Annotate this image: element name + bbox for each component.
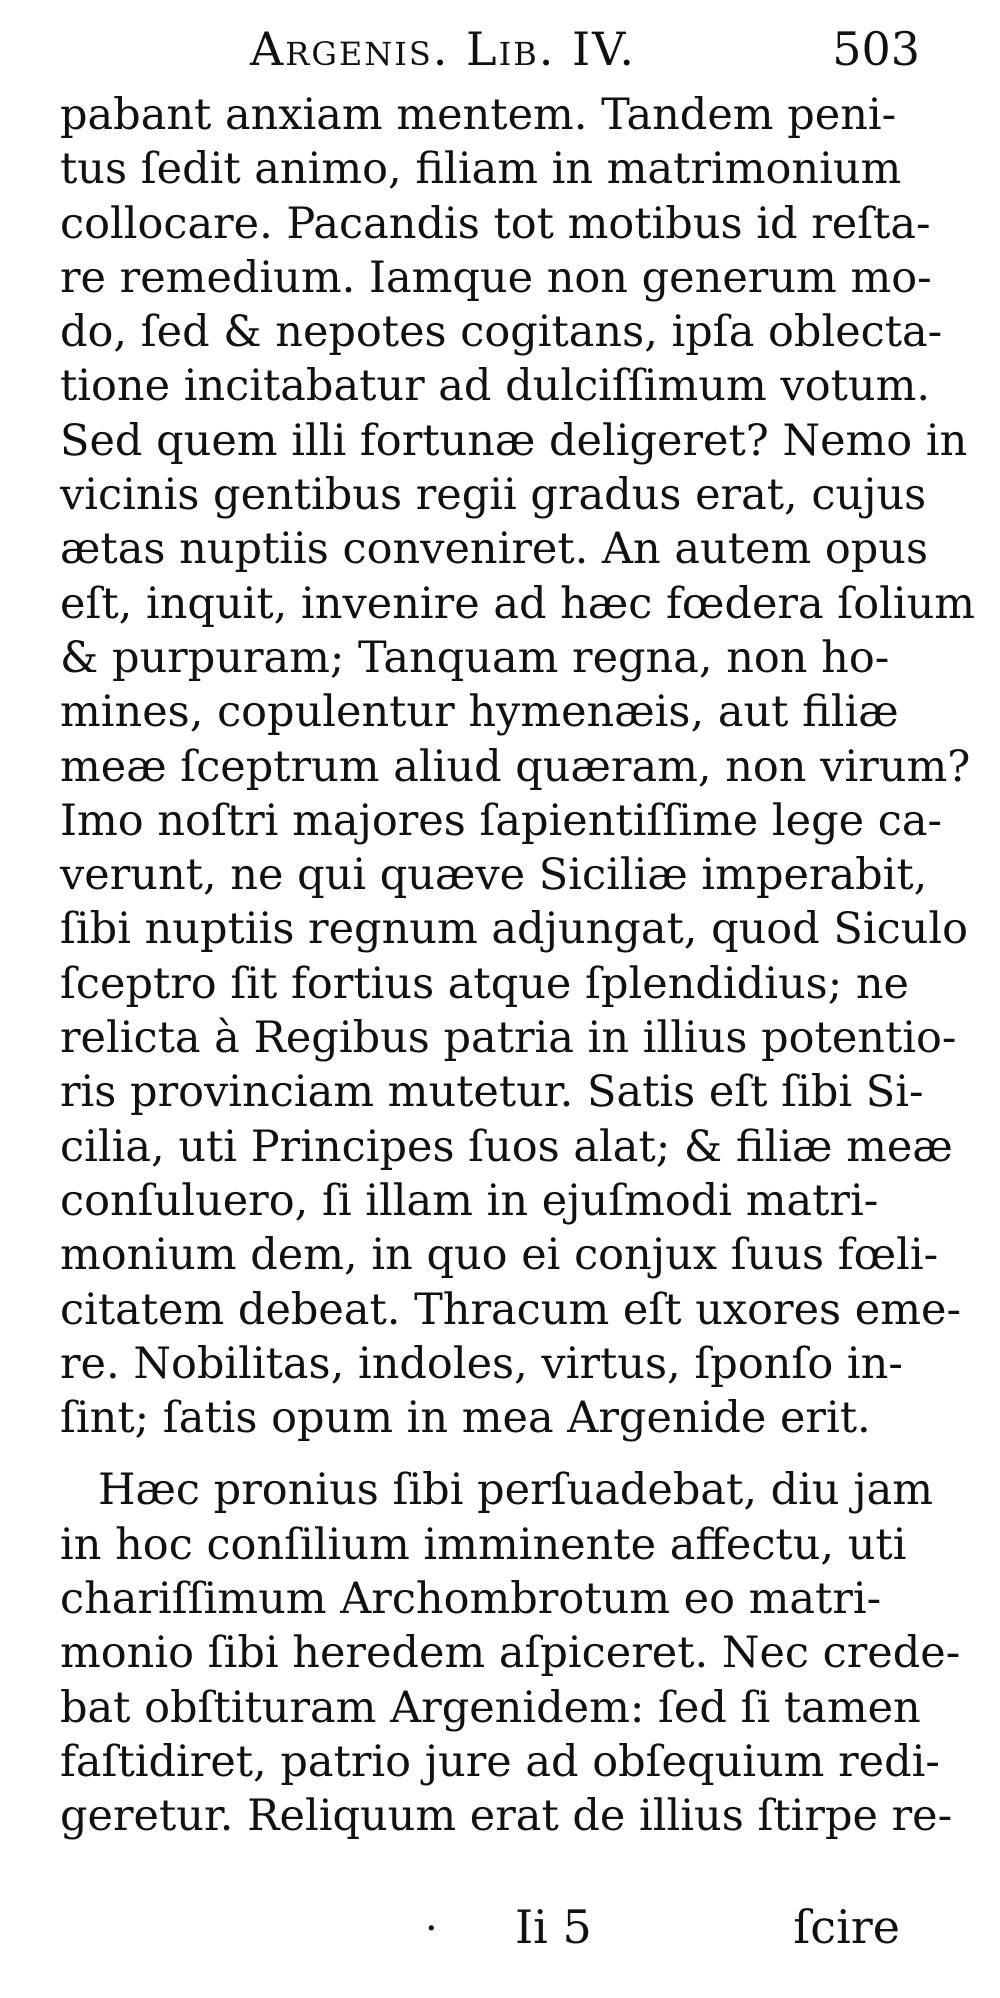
paragraph-1 bbox=[60, 88, 976, 1445]
text-line: cilia, uti Principes ſuos alat; & filiæ meæ bbox=[60, 1121, 953, 1172]
text-line: Hæc pronius ſibi perſuadebat, diu jam bbox=[98, 1465, 934, 1516]
text-line: ſceptro ſit fortius atque ſplendidius; ne bbox=[60, 958, 909, 1009]
text-line: relicta à Regibus patria in illius potentio- bbox=[60, 1013, 957, 1064]
running-title: Argenis. Lib. IV. bbox=[250, 22, 636, 76]
footer-dot: · bbox=[425, 1906, 438, 1952]
text-line: vicinis gentibus regii gradus erat, cujus bbox=[60, 470, 927, 521]
text-line: do, ſed & nepotes cogitans, ipſa oblecta- bbox=[60, 307, 943, 358]
text-line: tione incitabatur ad dulciſſimum votum. bbox=[60, 361, 931, 412]
text-line: collocare. Pacandis tot motibus id reſta- bbox=[60, 198, 931, 249]
paragraph-gap bbox=[60, 1445, 920, 1463]
text-line: bat obſtituram Argenidem: ſed ſi tamen bbox=[60, 1682, 921, 1733]
text-line: re. Nobilitas, indoles, virtus, ſponſo in- bbox=[60, 1338, 903, 1389]
page-header bbox=[60, 22, 920, 82]
text-line: faſtidiret, patrio jure ad obſequium redi- bbox=[60, 1736, 940, 1787]
text-line: meæ ſceptrum aliud quæram, non virum? bbox=[60, 741, 971, 792]
main-text bbox=[60, 88, 976, 1844]
text-line: conſuluero, ſi illam in ejuſmodi matri- bbox=[60, 1175, 879, 1226]
text-line: chariſſimum Archombrotum eo matri- bbox=[60, 1574, 882, 1625]
text-line: citatem debeat. Thracum eſt uxores eme- bbox=[60, 1284, 961, 1335]
text-line: monio ſibi heredem aſpiceret. Nec crede- bbox=[60, 1628, 961, 1679]
text-line: & purpuram; Tanquam regna, non ho- bbox=[60, 632, 890, 683]
text-line: eſt, inquit, invenire ad hæc fœdera ſolium bbox=[60, 578, 976, 629]
text-line: ris provinciam mutetur. Satis eſt ſibi Si- bbox=[60, 1067, 924, 1118]
text-line: monium dem, in quo ei conjux ſuus fœli- bbox=[60, 1230, 939, 1281]
signature-mark: Ii 5 bbox=[515, 1900, 592, 1954]
text-line: Sed quem illi fortunæ deligeret? Nemo in bbox=[60, 415, 968, 466]
text-line: pabant anxiam mentem. Tandem peni- bbox=[60, 90, 897, 140]
text-line: re remedium. Iamque non generum mo- bbox=[60, 252, 932, 303]
text-line: ætas nuptiis conveniret. An autem opus bbox=[60, 524, 929, 575]
text-line: ſint; ſatis opum in mea Argenide erit. bbox=[60, 1393, 871, 1444]
catchword: ſcire bbox=[793, 1900, 900, 1954]
text-line: verunt, ne qui quæve Siciliæ imperabit, bbox=[60, 850, 928, 901]
page-footer bbox=[60, 1900, 920, 1960]
paragraph-2 bbox=[60, 1463, 961, 1843]
text-line: Imo noſtri majores ſapientiſſime lege ca- bbox=[60, 795, 943, 846]
text-line: tus ſedit animo, filiam in matrimonium bbox=[60, 144, 902, 195]
text-line: geretur. Reliquum erat de illius ſtirpe re- bbox=[60, 1791, 953, 1842]
text-line: in hoc conſilium imminente affectu, uti bbox=[60, 1519, 907, 1570]
text-line: mines, copulentur hymenæis, aut filiæ bbox=[60, 687, 899, 738]
text-line: ſibi nuptiis regnum adjungat, quod Siculo bbox=[60, 904, 968, 955]
page-number: 503 bbox=[832, 22, 920, 76]
